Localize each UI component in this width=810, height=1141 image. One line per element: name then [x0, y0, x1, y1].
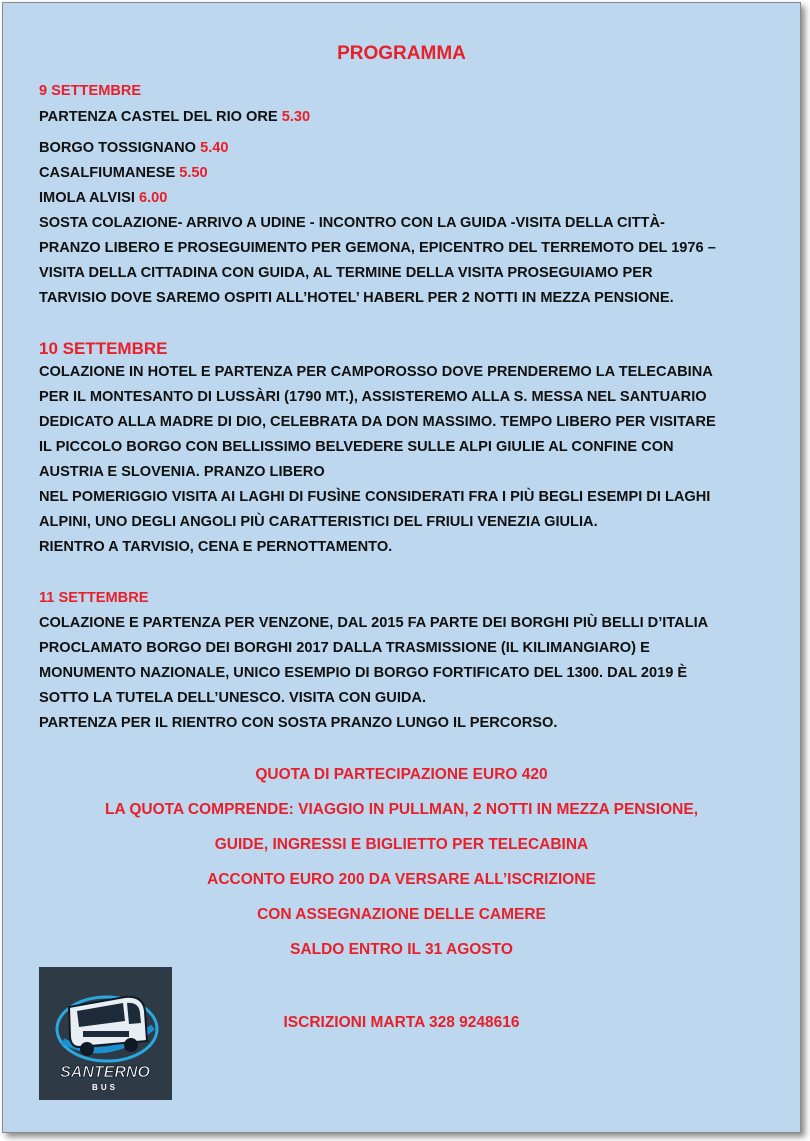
departure-row [39, 190, 167, 206]
day1-text-line: SOSTA COLAZIONE- ARRIVO A UDINE - INCONTRO CON LA GUIDA -VISITA DELLA CITTÀ- [39, 215, 665, 231]
day2-text-line: NEL POMERIGGIO VISITA AI LAGHI DI FUSÌNE CONSIDERATI FRA I PIÙ BEGLI ESEMPI DI LAGHI [39, 489, 711, 505]
day2-text-line: PER IL MONTESANTO DI LUSSÀRI (1790 MT.), ASSISTEREMO ALLA S. MESSA NEL SANTUARIO [39, 389, 707, 405]
day2-text-line: AUSTRIA E SLOVENIA. PRANZO LIBERO [39, 464, 325, 480]
flyer-page [2, 2, 801, 1133]
departure-row [39, 140, 229, 156]
quote-deposit: ACCONTO EURO 200 DA VERSARE ALL’ISCRIZIONE [207, 871, 596, 888]
bus-icon [39, 967, 172, 1100]
quote-includes-cont: GUIDE, INGRESSI E BIGLIETTO PER TELECABINA [214, 836, 589, 853]
page-title: PROGRAMMA [337, 43, 466, 64]
day2-text-line: COLAZIONE IN HOTEL E PARTENZA PER CAMPOROSSO DOVE PRENDEREMO LA TELECABINA [39, 364, 713, 380]
departure-time: 5.40 [200, 140, 229, 156]
quote-price: QUOTA DI PARTECIPAZIONE EURO 420 [255, 766, 548, 783]
departure-label: BORGO TOSSIGNANO [39, 140, 201, 156]
departure-time: 6.00 [139, 190, 168, 206]
day3-text-line: PARTENZA PER IL RIENTRO CON SOSTA PRANZO LUNGO IL PERCORSO. [39, 715, 558, 731]
departure-label: CASALFIUMANESE [39, 165, 180, 181]
departure-label: IMOLA ALVISI [39, 190, 139, 206]
logo-name: SANTERNO [60, 1064, 150, 1081]
day1-text-line: PRANZO LIBERO E PROSEGUIMENTO PER GEMONA, EPICENTRO DEL TERREMOTO DEL 1976 – [39, 240, 716, 256]
quote-balance: SALDO ENTRO IL 31 AGOSTO [290, 941, 513, 958]
day2-date: 10 SETTEMBRE [39, 339, 168, 358]
departure-time: 5.30 [281, 109, 311, 125]
contact-info: ISCRIZIONI MARTA 328 9248616 [283, 1014, 520, 1031]
quote-rooms: CON ASSEGNAZIONE DELLE CAMERE [257, 906, 546, 923]
day3-text-line: PROCLAMATO BORGO DEI BORGHI 2017 DALLA TRASMISSIONE (IL KILIMANGIARO) E [39, 640, 650, 656]
day2-text-line: DEDICATO ALLA MADRE DI DIO, CELEBRATA DA DON MASSIMO. TEMPO LIBERO PER VISITARE [39, 414, 716, 430]
quote-includes: LA QUOTA COMPRENDE: VIAGGIO IN PULLMAN, 2 NOTTI IN MEZZA PENSIONE, [104, 801, 699, 818]
departure-time: 5.50 [179, 165, 208, 181]
logo-sub: BUS [92, 1083, 118, 1092]
departure-row [39, 109, 310, 125]
day3-text-line: SOTTO LA TUTELA DELL’UNESCO. VISITA CON GUIDA. [39, 690, 427, 706]
day3-text-line: COLAZIONE E PARTENZA PER VENZONE, DAL 2015 FA PARTE DEI BORGHI PIÙ BELLI D’ITALIA [39, 615, 709, 631]
santerno-bus-logo [39, 967, 172, 1100]
departure-label: PARTENZA CASTEL DEL RIO ORE [39, 109, 282, 125]
day1-text-line: VISITA DELLA CITTADINA CON GUIDA, AL TERMINE DELLA VISITA PROSEGUIAMO PER [39, 265, 653, 281]
day1-date: 9 SETTEMBRE [39, 83, 142, 99]
day2-text-line: ALPINI, UNO DEGLI ANGOLI PIÙ CARATTERISTICI DEL FRIULI VENEZIA GIULIA. [39, 514, 598, 530]
day2-text-line: RIENTRO A TARVISIO, CENA E PERNOTTAMENTO. [39, 539, 393, 555]
day3-date: 11 SETTEMBRE [39, 590, 149, 606]
day2-text-line: IL PICCOLO BORGO CON BELLISSIMO BELVEDERE SULLE ALPI GIULIE AL CONFINE CON [39, 439, 674, 455]
day1-text-line: TARVISIO DOVE SAREMO OSPITI ALL’HOTEL’ HABERL PER 2 NOTTI IN MEZZA PENSIONE. [39, 290, 674, 306]
departure-row [39, 165, 208, 181]
day3-text-line: MONUMENTO NAZIONALE, UNICO ESEMPIO DI BORGO FORTIFICATO DEL 1300. DAL 2019 È [39, 665, 688, 681]
